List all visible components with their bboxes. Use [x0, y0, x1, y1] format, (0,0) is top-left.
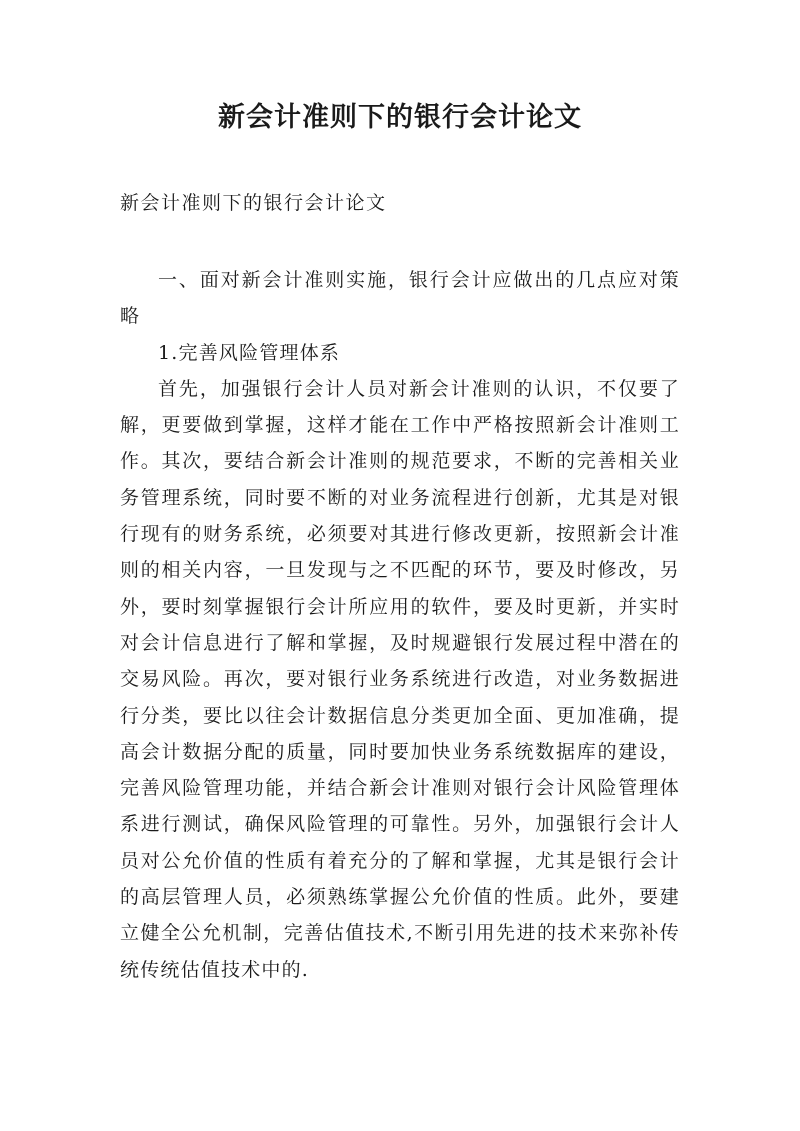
document-body	[120, 262, 680, 988]
section-heading: 一、面对新会计准则实施，银行会计应做出的几点应对策略	[120, 269, 680, 328]
document-subtitle: 新会计准则下的银行会计论文	[120, 192, 387, 214]
body-paragraph: 首先，加强银行会计人员对新会计准则的认识，不仅要了解，更要做到掌握，这样才能在工作中严格按照新会计准则工作。其次，要结合新会计准则的规范要求，不断的完善相关业务管理系统，同时要不断的对业务流程进行创新，尤其是对银行现有的财务系统，必须要对其进行修改更新，按照新会计准则的相关内容，一旦发现与之不匹配的环节，要及时修改，另外，要时刻掌握银行会计所应用的软件，要及时更新，并实时对会计信息进行了解和掌握，及时规避银行发展过程中潜在的交易风险。再次，要对银行业务系统进行改造，对业务数据进行分类，要比以往会计数据信息分类更加全面、更加准确，提高会计数据分配的质量，同时要加快业务系统数据库的建设，完善风险管理功能，并结合新会计准则对银行会计风险管理体系进行测试，确保风险管理的可靠性。另外，加强银行会计人员对公允价值的性质有着充分的了解和掌握，尤其是银行会计的高层管理人员，必须熟练掌握公允价值的性质。此外，要建立健全公允机制，完善估值技术,不断引用先进的技术来弥补传统传统估值技术中的.	[120, 377, 680, 981]
item-heading: 1.完善风险管理体系	[158, 341, 341, 364]
document-title: 新会计准则下的银行会计论文	[218, 102, 582, 133]
